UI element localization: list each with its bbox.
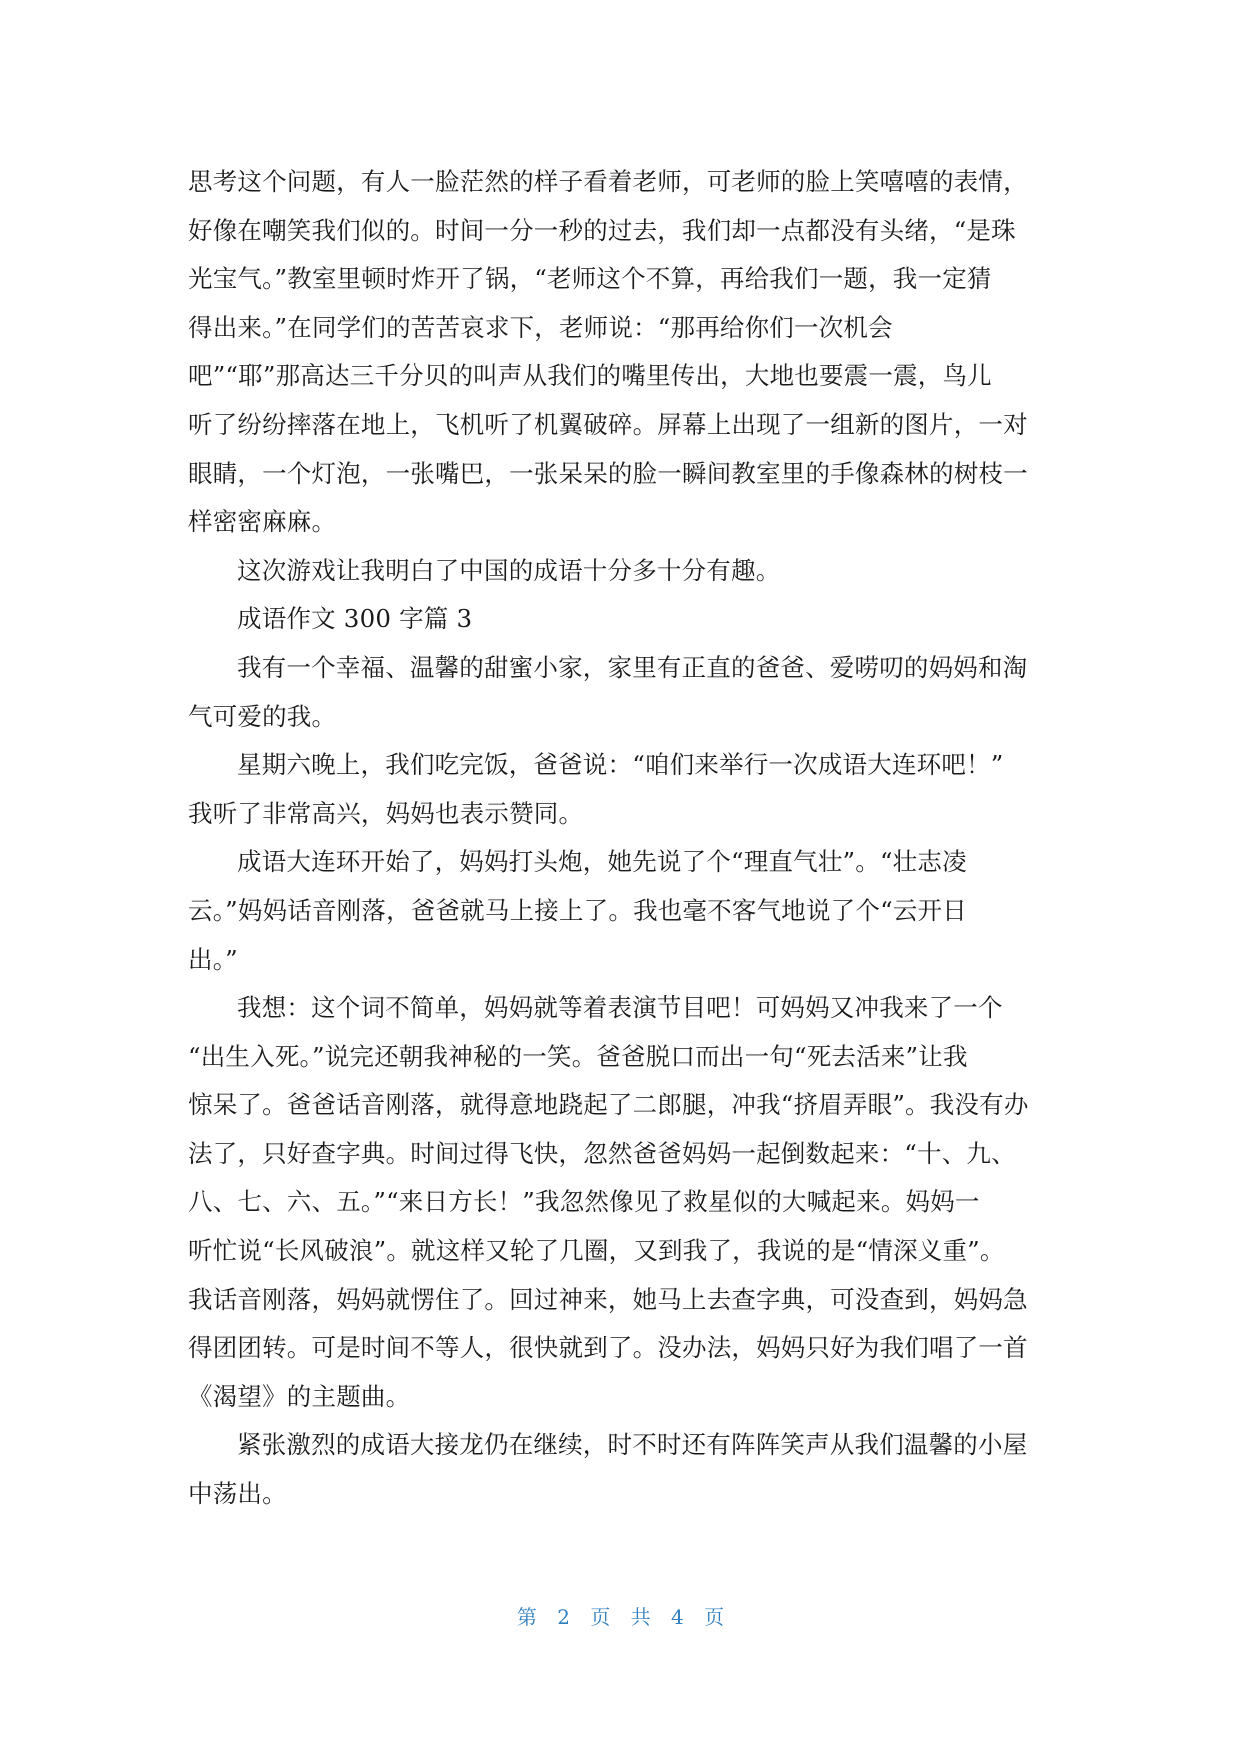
text-line: 得团团转。可是时间不等人，很快就到了。没办法，妈妈只好为我们唱了一首	[188, 1333, 1028, 1363]
text-line: 《渴望》的主题曲。	[188, 1381, 411, 1411]
text-line: 星期六晚上，我们吃完饭，爸爸说：“咱们来举行一次成语大连环吧！”	[237, 750, 1004, 780]
text-line: 惊呆了。爸爸话音刚落，就得意地跷起了二郎腿，冲我“挤眉弄眼”。我没有办	[188, 1090, 1029, 1120]
section-heading: 成语作文 300 字篇 3	[237, 604, 473, 634]
text-line: 我听了非常高兴，妈妈也表示赞同。	[188, 798, 584, 828]
text-line: 吧”“耶”那高达三千分贝的叫声从我们的嘴里传出，大地也要震一震，鸟儿	[188, 361, 992, 391]
text-line: 光宝气。”教室里顿时炸开了锅，“老师这个不算，再给我们一题，我一定猜	[188, 264, 992, 294]
text-line: 我想：这个词不简单，妈妈就等着表演节目吧！可妈妈又冲我来了一个	[237, 993, 1003, 1023]
text-line: 云。”妈妈话音刚落，爸爸就马上接上了。我也毫不客气地说了个“云开日	[188, 895, 967, 925]
document-body	[188, 158, 1058, 1519]
text-line: 思考这个问题，有人一脸茫然的样子看着老师，可老师的脸上笑嘻嘻的表情，	[188, 167, 1028, 196]
text-line: 好像在嘲笑我们似的。时间一分一秒的过去，我们却一点都没有头绪，“是珠	[188, 215, 1016, 245]
text-line: 紧张激烈的成语大接龙仍在继续，时不时还有阵阵笑声从我们温馨的小屋	[237, 1430, 1028, 1460]
text-line: 样密密麻麻。	[188, 507, 337, 537]
text-line: 得出来。”在同学们的苦苦哀求下，老师说：“那再给你们一次机会	[188, 312, 893, 342]
text-line: 听了纷纷摔落在地上，飞机听了机翼破碎。屏幕上出现了一组新的图片，一对	[188, 409, 1028, 439]
text-line: 成语大连环开始了，妈妈打头炮，她先说了个“理直气壮”。“壮志凌	[237, 847, 967, 877]
text-line: 八、七、六、五。”“来日方长！”我忽然像见了救星似的大喊起来。妈妈一	[188, 1187, 980, 1217]
text-line: 出。”	[188, 944, 238, 974]
text-line: 眼睛，一个灯泡，一张嘴巴，一张呆呆的脸一瞬间教室里的手像森林的树枝一	[188, 458, 1028, 488]
text-line: 听忙说“长风破浪”。就这样又轮了几圈，又到我了，我说的是“情深义重”。	[188, 1236, 1005, 1266]
page-number-footer: 第 2 页 共 4 页	[516, 1605, 725, 1629]
text-line: 这次游戏让我明白了中国的成语十分多十分有趣。	[237, 555, 781, 585]
text-line: 气可爱的我。	[188, 701, 337, 731]
text-line: “出生入死。”说完还朝我神秘的一笑。爸爸脱口而出一句“死去活来”让我	[188, 1041, 968, 1071]
text-line: 中荡出。	[188, 1479, 287, 1509]
text-line: 我有一个幸福、温馨的甜蜜小家，家里有正直的爸爸、爱唠叨的妈妈和淘	[237, 652, 1028, 682]
text-line: 我话音刚落，妈妈就愣住了。回过神来，她马上去查字典，可没查到，妈妈急	[188, 1284, 1028, 1314]
text-line: 法了，只好查字典。时间过得飞快，忽然爸爸妈妈一起倒数起来：“十、九、	[188, 1138, 1016, 1168]
